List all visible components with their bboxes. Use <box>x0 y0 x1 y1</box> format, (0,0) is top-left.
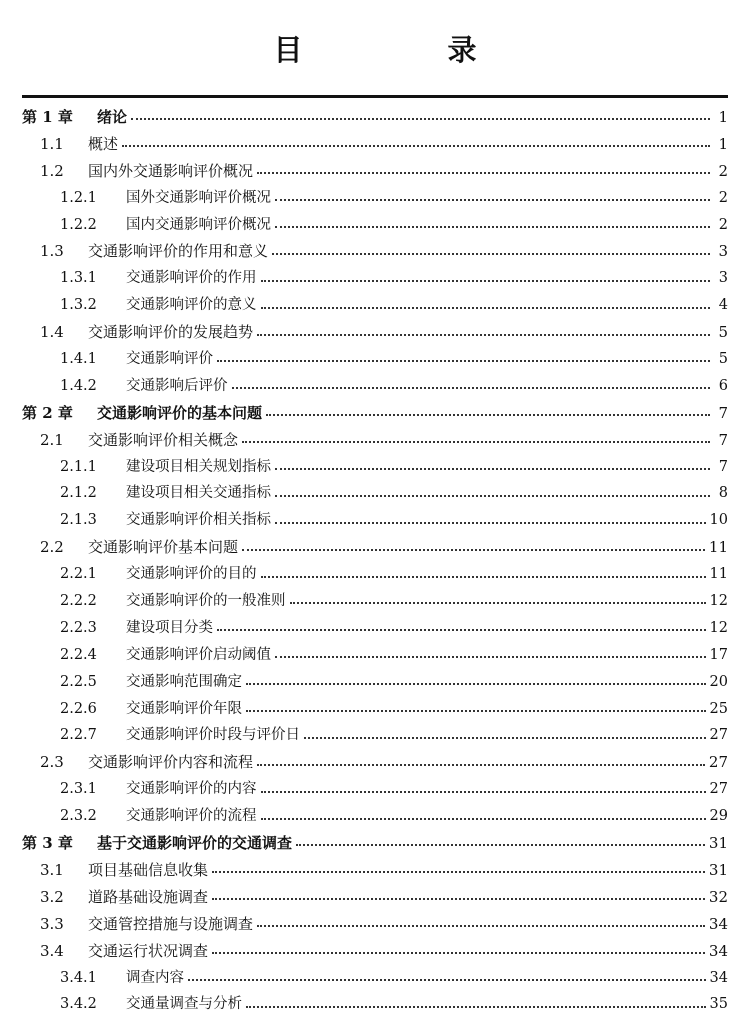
toc-entry-page-number: 12 <box>709 619 728 636</box>
toc-entry-title: 基于交通影响评价的交通调查 <box>97 834 293 853</box>
toc-entry[interactable] <box>22 615 728 642</box>
toc-entry[interactable] <box>22 534 728 561</box>
toc-entry-page-number: 2 <box>718 216 728 233</box>
title-rule <box>22 95 728 98</box>
toc-entry[interactable] <box>22 292 728 319</box>
toc-entry[interactable] <box>22 669 728 696</box>
toc-entry-title: 绪论 <box>97 108 128 126</box>
toc-entry-page-number: 7 <box>718 403 728 422</box>
dot-leader <box>232 387 711 389</box>
toc-entry[interactable] <box>22 238 728 265</box>
toc-entry-number: 2.2.6 <box>60 700 97 717</box>
toc-entry[interactable] <box>22 561 728 588</box>
toc-entry-number: 1.2.2 <box>60 216 97 233</box>
toc-entry-title: 交通影响评价时段与评价日 <box>126 727 300 744</box>
toc-entry[interactable] <box>22 427 728 454</box>
toc-entry-page-number: 1 <box>718 134 728 153</box>
toc-entry-number: 1.4.1 <box>60 351 97 368</box>
dot-leader <box>188 979 706 981</box>
toc-entry-title: 国内交通影响评价概况 <box>126 216 271 233</box>
dot-leader <box>257 172 710 174</box>
dot-leader <box>304 737 706 739</box>
toc-entry[interactable] <box>22 400 728 427</box>
dot-leader <box>275 495 710 497</box>
toc-entry-title: 交通影响评价年限 <box>126 700 242 717</box>
toc-entry-title: 交通影响评价内容和流程 <box>88 753 254 772</box>
toc-entry-page-number: 35 <box>709 996 728 1013</box>
toc-entry-number: 1.4 <box>40 323 64 342</box>
toc-entry[interactable] <box>22 749 728 776</box>
dot-leader <box>246 683 706 685</box>
toc-entry[interactable] <box>22 722 728 749</box>
toc-entry-number: 3.3 <box>40 914 64 933</box>
toc-entry-number: 1.4.2 <box>60 377 97 394</box>
toc-entry-title: 建设项目相关交通指标 <box>126 485 271 502</box>
toc-entry-title: 交通影响评价的流程 <box>126 808 257 825</box>
toc-entry[interactable] <box>22 507 728 534</box>
toc-entry-page-number: 3 <box>718 270 728 287</box>
toc-entry-title: 调查内容 <box>126 969 184 986</box>
toc-entry-page-number: 34 <box>709 969 728 986</box>
toc-entry-page-number: 10 <box>709 512 728 529</box>
toc-entry-title: 建设项目分类 <box>126 619 213 636</box>
dot-leader <box>261 576 706 578</box>
dot-leader <box>296 844 705 846</box>
toc-entry-page-number: 32 <box>708 887 728 906</box>
toc-entry[interactable] <box>22 185 728 212</box>
dot-leader <box>257 764 705 766</box>
toc-entry-page-number: 2 <box>718 161 728 180</box>
toc-entry-number: 2.3.2 <box>60 808 97 825</box>
dot-leader <box>275 226 710 228</box>
toc-entry-number: 3.4.1 <box>60 969 97 986</box>
toc-entry-number: 2.1.3 <box>60 512 97 529</box>
toc-entry-title: 交通管控措施与设施调查 <box>88 914 254 933</box>
dot-leader <box>217 629 706 631</box>
toc-list <box>22 104 728 1018</box>
toc-entry-page-number: 6 <box>718 377 728 394</box>
dot-leader <box>212 952 705 954</box>
toc-entry-number: 1.3 <box>40 242 64 261</box>
toc-entry-title: 交通影响评价的发展趋势 <box>88 323 254 342</box>
toc-entry-page-number: 20 <box>709 673 728 690</box>
dot-leader <box>275 656 706 658</box>
toc-entry[interactable] <box>22 346 728 373</box>
toc-entry-title: 交通影响评价的基本问题 <box>97 403 263 422</box>
dot-leader <box>131 118 710 120</box>
toc-entry-page-number: 11 <box>708 538 728 557</box>
dot-leader <box>212 871 705 873</box>
toc-entry-number: 2.2 <box>40 538 64 557</box>
toc-entry-page-number: 25 <box>709 700 728 717</box>
toc-entry-title: 交通影响后评价 <box>126 377 228 394</box>
toc-entry-number: 3.4.2 <box>60 996 97 1013</box>
toc-entry-page-number: 3 <box>718 242 728 261</box>
toc-entry[interactable] <box>22 938 728 965</box>
toc-entry-number: 3.1 <box>40 860 64 879</box>
toc-entry[interactable] <box>22 131 728 158</box>
dot-leader <box>242 549 705 551</box>
toc-entry-number: 2.1 <box>40 430 64 449</box>
toc-entry-page-number: 27 <box>709 727 728 744</box>
toc-entry-title: 交通影响评价的内容 <box>126 781 257 798</box>
dot-leader <box>275 199 710 201</box>
toc-entry-title: 交通影响评价的作用 <box>126 270 257 287</box>
toc-entry-number: 1.2.1 <box>60 189 97 206</box>
toc-entry-number: 1.1 <box>40 134 64 153</box>
toc-entry-title: 建设项目相关规划指标 <box>126 458 271 475</box>
toc-entry-number: 2.2.3 <box>60 619 97 636</box>
toc-entry[interactable] <box>22 884 728 911</box>
toc-entry-page-number: 31 <box>708 860 728 879</box>
toc-entry-title: 交通影响评价基本问题 <box>88 538 239 557</box>
toc-entry-number: 2.2.7 <box>60 727 97 744</box>
toc-entry-number: 2.3 <box>40 753 64 772</box>
toc-entry-page-number: 8 <box>718 485 728 502</box>
toc-entry-number: 2.2.2 <box>60 593 97 610</box>
toc-entry-title: 交通影响评价的目的 <box>126 566 257 583</box>
dot-leader <box>242 441 710 443</box>
dot-leader <box>290 602 706 604</box>
toc-entry[interactable] <box>22 776 728 803</box>
dot-leader <box>261 280 711 282</box>
dot-leader <box>261 818 706 820</box>
toc-entry[interactable] <box>22 158 728 185</box>
toc-entry[interactable] <box>22 454 728 481</box>
toc-entry-title: 交通影响范围确定 <box>126 673 242 690</box>
toc-entry-number: 2.1.1 <box>60 458 97 475</box>
toc-entry-page-number: 17 <box>709 646 728 663</box>
toc-entry-page-number: 27 <box>709 781 728 798</box>
dot-leader <box>217 360 710 362</box>
dot-leader <box>257 925 705 927</box>
toc-entry-page-number: 31 <box>708 834 728 853</box>
toc-entry-number: 1.3.1 <box>60 270 97 287</box>
toc-entry[interactable] <box>22 911 728 938</box>
toc-entry-title: 道路基础设施调查 <box>88 887 209 906</box>
dot-leader <box>257 334 710 336</box>
dot-leader <box>261 791 706 793</box>
toc-entry[interactable] <box>22 104 728 131</box>
toc-entry-page-number: 7 <box>718 458 728 475</box>
toc-entry-page-number: 4 <box>718 297 728 314</box>
toc-entry-number: 2.2.1 <box>60 566 97 583</box>
toc-entry-number: 2.2.5 <box>60 673 97 690</box>
toc-entry-title: 项目基础信息收集 <box>88 860 209 879</box>
toc-entry-title: 国内外交通影响评价概况 <box>88 161 254 180</box>
dot-leader <box>275 468 710 470</box>
page-title: 目 录 <box>273 33 535 67</box>
dot-leader <box>275 522 706 524</box>
toc-entry[interactable] <box>22 588 728 615</box>
toc-entry[interactable] <box>22 212 728 239</box>
toc-entry-title: 交通影响评价相关指标 <box>126 512 271 529</box>
toc-entry-page-number: 11 <box>709 566 728 583</box>
toc-entry[interactable] <box>22 642 728 669</box>
toc-entry-title: 交通影响评价的作用和意义 <box>88 242 269 261</box>
toc-entry-number: 2.1.2 <box>60 485 97 502</box>
dot-leader <box>246 1006 706 1008</box>
toc-entry-title: 交通影响评价的意义 <box>126 297 257 314</box>
toc-entry-number: 2.2.4 <box>60 646 97 663</box>
toc-entry[interactable] <box>22 857 728 884</box>
toc-entry-page-number: 27 <box>708 753 728 772</box>
toc-entry-number: 1.3.2 <box>60 297 97 314</box>
toc-entry[interactable] <box>22 319 728 346</box>
toc-entry-page-number: 2 <box>718 189 728 206</box>
toc-entry-number: 3.4 <box>40 941 64 960</box>
toc-entry[interactable] <box>22 480 728 507</box>
dot-leader <box>212 898 705 900</box>
toc-entry-page-number: 34 <box>708 941 728 960</box>
toc-entry-title: 交通运行状况调查 <box>88 941 209 960</box>
toc-entry-page-number: 1 <box>718 108 728 126</box>
toc-entry-page-number: 5 <box>718 351 728 368</box>
toc-entry-number: 3.2 <box>40 887 64 906</box>
toc-entry-title: 交通影响评价相关概念 <box>88 430 239 449</box>
toc-entry-page-number: 7 <box>718 430 728 449</box>
dot-leader <box>261 307 711 309</box>
toc-entry[interactable] <box>22 373 728 400</box>
dot-leader <box>272 253 710 255</box>
toc-entry-title: 交通影响评价启动阈值 <box>126 646 271 663</box>
toc-entry-number: 第 2 章 <box>22 403 73 422</box>
toc-entry-title: 国外交通影响评价概况 <box>126 189 271 206</box>
toc-entry-title: 概述 <box>88 134 119 153</box>
toc-entry[interactable] <box>22 265 728 292</box>
dot-leader <box>266 414 710 416</box>
toc-entry-number: 1.2 <box>40 161 64 180</box>
dot-leader <box>246 710 706 712</box>
toc-entry-title: 交通影响评价的一般准则 <box>126 593 286 610</box>
toc-entry-page-number: 5 <box>718 323 728 342</box>
toc-entry[interactable] <box>22 965 728 992</box>
toc-entry-number: 第 3 章 <box>22 834 73 853</box>
toc-entry-page-number: 34 <box>708 914 728 933</box>
toc-entry-number: 第 1 章 <box>22 108 73 126</box>
toc-entry-title: 交通影响评价 <box>126 351 213 368</box>
toc-entry-title: 交通量调查与分析 <box>126 996 242 1013</box>
toc-entry[interactable] <box>22 830 728 857</box>
toc-entry-page-number: 12 <box>709 593 728 610</box>
toc-entry-number: 2.3.1 <box>60 781 97 798</box>
toc-entry[interactable] <box>22 803 728 830</box>
toc-entry-page-number: 29 <box>709 808 728 825</box>
toc-entry[interactable] <box>22 991 728 1018</box>
toc-entry[interactable] <box>22 696 728 723</box>
dot-leader <box>122 145 710 147</box>
